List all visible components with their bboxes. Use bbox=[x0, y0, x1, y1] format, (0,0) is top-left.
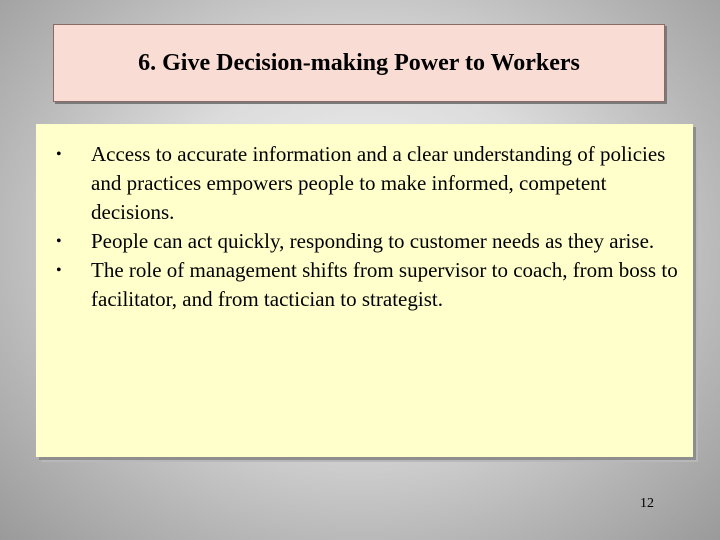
bullet-item bbox=[52, 140, 679, 227]
bullet-text: People can act quickly, responding to customer needs as they arise. bbox=[91, 229, 655, 253]
bullet-text: Access to accurate information and a clear understanding of policies and practices empowers people to make informed, competent decisions. bbox=[91, 142, 666, 224]
title-box bbox=[53, 24, 665, 102]
bullet-item bbox=[52, 227, 679, 256]
bullet-list bbox=[52, 140, 679, 314]
content-box bbox=[36, 124, 693, 457]
bullet-icon: • bbox=[56, 262, 62, 279]
bullet-text: The role of management shifts from supervisor to coach, from boss to facilitator, and from tactician to strategist. bbox=[91, 258, 678, 311]
page-number: 12 bbox=[640, 496, 654, 511]
bullet-icon: • bbox=[56, 233, 62, 250]
bullet-item bbox=[52, 256, 679, 314]
slide-title: 6. Give Decision-making Power to Workers bbox=[138, 49, 580, 76]
bullet-icon: • bbox=[56, 146, 62, 163]
